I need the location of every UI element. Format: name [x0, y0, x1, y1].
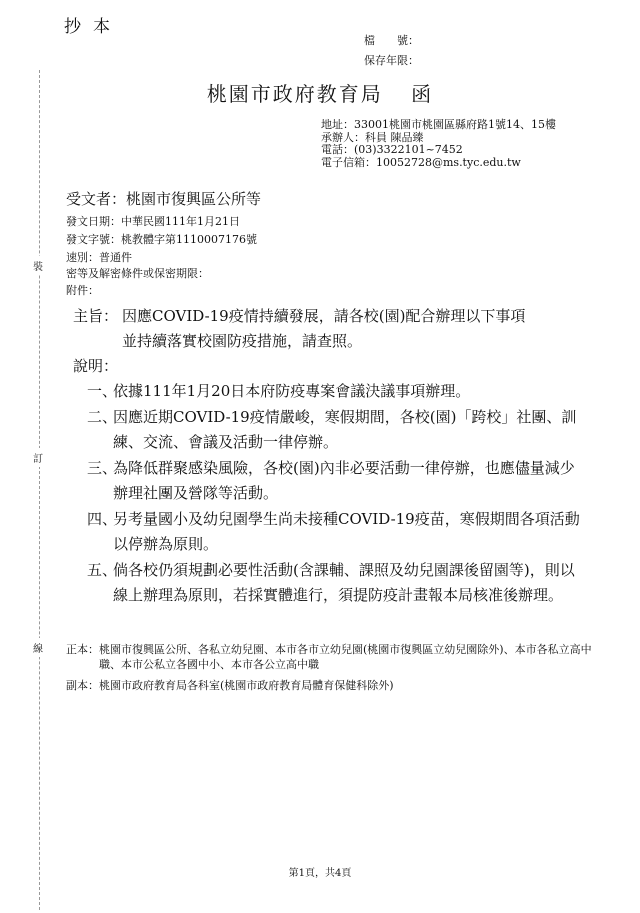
- item-number: 二、: [87, 408, 118, 426]
- subject-block: [73, 304, 593, 354]
- file-number-label: 檔 號：: [364, 34, 419, 47]
- main-recipients-value: 桃園市復興區公所、各私立幼兒園、本市各市立幼兒園(桃園市復興區立幼兒園除外)、本市各私立高中職、本市公私立各國中小、本市各公立高中職: [99, 643, 592, 671]
- cc-recipients-value: 桃園市政府教育局各科室(桃園市政府教育局體育保健科除外): [99, 679, 394, 692]
- subject-line-2: 並持續落實校園防疫措施，請查照。: [122, 332, 363, 350]
- cc-recipients-label: 副本：: [66, 679, 99, 692]
- item-text: 另考量國小及幼兒園學生尚未接種COVID-19疫苗，寒假期間各項活動以停辦為原則。: [113, 510, 580, 553]
- explanation-item: [87, 405, 587, 455]
- explanation-item: [87, 507, 587, 557]
- address-label: 地址：: [321, 118, 354, 131]
- item-number: 三、: [87, 459, 118, 477]
- email-label: 電子信箱：: [321, 155, 376, 169]
- binding-char-ding: 訂: [33, 448, 43, 467]
- document-number: 發文字號：桃教體字第1110007176號: [66, 233, 257, 246]
- page-number: 第1頁，共4頁: [288, 868, 352, 879]
- binding-char-zhuang: 裝: [33, 256, 43, 275]
- binding-line: [39, 70, 40, 910]
- cc-recipients: [66, 678, 596, 693]
- explanation-label: 說明：: [73, 357, 119, 375]
- explanation-item: [87, 379, 587, 404]
- subject-line-1: 因應COVID-19疫情持續發展，請各校(園)配合辦理以下事項: [122, 307, 526, 325]
- phone-value: (03)3322101~7452: [354, 143, 463, 156]
- contact-value: 科員 陳品臻: [365, 130, 424, 144]
- item-number: 四、: [87, 510, 118, 528]
- explanation-list: [87, 379, 587, 609]
- subject-label: 主旨：: [73, 307, 119, 325]
- main-recipients-label: 正本：: [66, 643, 99, 656]
- main-recipients: [66, 642, 596, 672]
- address-value: 33001桃園市桃園區縣府路1號14、15樓: [354, 118, 556, 131]
- agency-name: 桃園市政府教育局: [206, 82, 383, 106]
- item-number: 五、: [87, 561, 118, 579]
- item-text: 倘各校仍須規劃必要性活動(含課輔、課照及幼兒園課後留園等)，則以線上辦理為原則，若採實體進行，須提防疫計畫報本局核准後辦理。: [113, 561, 575, 604]
- binding-char-xian: 線: [33, 638, 43, 657]
- explanation-item: [87, 558, 587, 608]
- document-type: 函: [411, 82, 434, 106]
- document-title: [0, 78, 640, 107]
- item-number: 一、: [87, 382, 118, 400]
- delivery-speed: 速別：普通件: [66, 251, 132, 264]
- address-block: [321, 119, 591, 169]
- copy-mark: 抄本: [64, 17, 122, 37]
- recipient: 受文者：桃園市復興區公所等: [66, 190, 262, 208]
- attachment: 附件：: [66, 284, 99, 297]
- retention-label: 保存年限：: [364, 54, 419, 67]
- contact-label: 承辦人：: [321, 130, 365, 144]
- email-value: 10052728@ms.tyc.edu.tw: [376, 155, 521, 169]
- item-text: 因應近期COVID-19疫情嚴峻，寒假期間，各校(園)「跨校」社團、訓練、交流、會議及活動一律停辦。: [113, 408, 577, 451]
- phone-label: 電話：: [321, 143, 354, 156]
- item-text: 依據111年1月20日本府防疫專案會議決議事項辦理。: [113, 382, 471, 400]
- security-level: 密等及解密條件或保密期限：: [66, 267, 209, 280]
- explanation-item: [87, 456, 587, 506]
- item-text: 為降低群聚感染風險，各校(園)內非必要活動一律停辦，也應儘量減少辦理社團及營隊等活動。: [113, 459, 575, 502]
- issue-date: 發文日期：中華民國111年1月21日: [66, 215, 240, 228]
